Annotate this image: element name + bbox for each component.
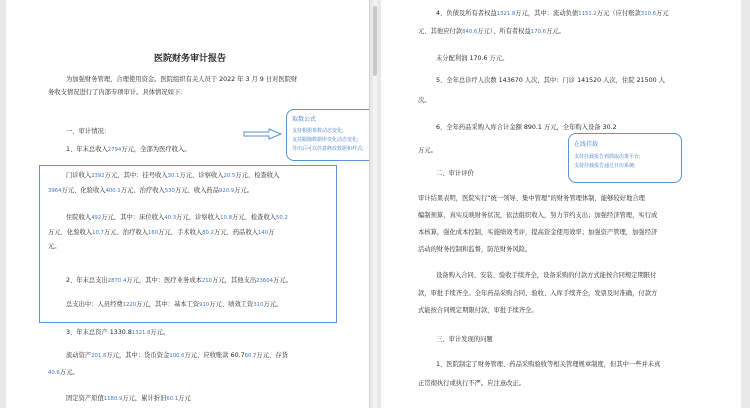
formula-value: 2392: [91, 173, 105, 179]
formula-value: 3964: [48, 188, 62, 194]
formula-value: 80.2: [202, 230, 214, 236]
formula-value: 1220: [122, 302, 137, 308]
total-income-line: 1、年末总收入2794万元，全部为医疗收入。: [66, 146, 191, 153]
formula-value: 50.2: [276, 215, 288, 221]
fixed-assets-line: 固定资产原值1180.9万元，累计折旧60.1万元: [66, 395, 191, 402]
report-page-2: [381, 0, 741, 408]
mount-callout-line: 支持挂载报告通过日历系统;: [574, 163, 636, 169]
intro-line-2: 务收支情况进行了内部专项审计。具体情况如下：: [48, 89, 187, 96]
liabilities-line-1: 4、负债及所有者权益1321.8万元，其中：流动负债1151.2万元（应付账款310.6万元: [436, 10, 669, 17]
staff-cost-line: 总支出中：人员经费1220万元，其中：基本工资910万元、绩效工资310万元。: [66, 301, 283, 308]
formula-value: 840.6: [462, 29, 478, 35]
arrow-right-icon: [243, 128, 283, 140]
formula-value: 1321.8: [496, 11, 516, 17]
formula-value: 920.9: [219, 188, 235, 194]
section-evaluation: 二、审计评价: [436, 170, 474, 177]
findings-line-2: 正贯彻执行或执行不严。应注意改正。: [418, 380, 526, 387]
equipment-line-2: 款，审批手续齐全。全年药品采购合同、验收、入库手续齐全，发票及时准确，付款方: [418, 290, 658, 297]
formula-value: 1151.2: [578, 11, 597, 17]
evaluation-line-1: 审计结果表明，医院实行“统一领导、集中管理”的财务管理体制，能够较好地合理: [418, 195, 645, 202]
intro-line-1: 为加强财务管理，合理使用资金。医院组织有关人员于 2022 年 3 月 9 日对医院财: [66, 76, 298, 83]
formula-value: 910: [199, 302, 210, 308]
formula-value: 400.1: [105, 188, 121, 194]
undistributed-profit-line: 未分配利润 170.6 万元。: [436, 55, 509, 62]
formula-value: 10.7: [92, 230, 104, 236]
visits-line-1: 5、全年总诊疗人次数 143670 人次，其中：门诊 141520 人次，住院 21500 人: [436, 77, 665, 84]
formula-value: 2794: [107, 147, 122, 153]
purchase-line-2: 万元。: [418, 147, 437, 154]
equipment-line-1: 设备购入合同、安装、验收手续齐全，设备采购的付款方式能按合同规定期限付: [436, 272, 657, 279]
current-assets-line-2: 40.6万元。: [48, 369, 79, 376]
inpatient-line-3: 元。: [48, 243, 61, 250]
formula-value: 60.1: [166, 396, 179, 402]
formula-value: 40.6: [48, 370, 60, 376]
liabilities-line-2: 元、其他应付款840.6万元）、所有者权益170.6万元。: [418, 28, 565, 35]
formula-value: 530: [164, 188, 175, 194]
evaluation-line-4: 活动的财务控制和监督，防范财务风险。: [418, 246, 532, 253]
mount-callout: [568, 133, 682, 183]
section-findings: 三、审计发现的问题: [436, 336, 493, 343]
formula-value: 60.7: [244, 353, 257, 359]
inpatient-line-1: 住院收入492万元，其中：床位收入40.3万元、诊察收入10.8万元、检查收入50.2: [66, 214, 288, 221]
scrollbar-thumb[interactable]: [373, 6, 377, 76]
visits-line-2: 次。: [418, 97, 431, 104]
formula-value: 310.6: [640, 11, 656, 17]
formula-value: 23604: [256, 278, 273, 284]
outpatient-line-2: 3964万元、化验收入400.1万元、治疗收入530万元、收入药品920.9万元。: [48, 187, 254, 194]
findings-line-1: 1、医院制定了财务管理、药品采购验收等相关管理规章制度，但其中一些并未真: [436, 361, 661, 368]
total-assets-line: 3、年末总资产 1330.81321.8万元。: [66, 329, 170, 336]
mount-callout-title: 在线挂载: [574, 141, 599, 148]
current-assets-line: 流动资产201.8万元，其中：货币资金100.6万元、应收账款 60.760.7万元、存货: [66, 352, 288, 359]
report-page-1: [6, 0, 370, 408]
formula-callout-line: 支持跟随数据库变化动态变化;: [292, 137, 359, 143]
formula-value: 1180.9: [103, 396, 123, 402]
formula-value: 140: [258, 230, 269, 236]
formula-value: 170.6: [530, 29, 546, 35]
formula-value: 100.6: [169, 353, 185, 359]
formula-value: 20.5: [223, 173, 236, 179]
section-audit-status: 一、审计情况：: [66, 128, 111, 135]
formula-value: 310: [253, 302, 264, 308]
formula-value: 30.1: [167, 173, 180, 179]
formula-value: 160: [147, 230, 159, 236]
formula-value: 2870.4: [107, 278, 127, 284]
formula-value: 10.8: [220, 215, 232, 221]
formula-callout-line: 支持根据参数动态变化;: [292, 128, 344, 134]
formula-value: 1321.8: [131, 330, 151, 336]
equipment-line-3: 式能按合同规定期限付款，审批手续齐全。: [418, 307, 538, 314]
purchase-line-1: 6、全年药品采购入库合计金额 890.1 万元，全年购入设备 30.2: [436, 124, 617, 131]
mount-callout-line: 支持挂载报告到抓取决策平台;: [574, 154, 641, 160]
formula-value: 492: [91, 215, 102, 221]
formula-callout-line: 导出后可以任意修改数据和样式;: [292, 146, 364, 152]
formula-value: 210: [201, 278, 213, 284]
formula-callout: [286, 109, 370, 161]
outpatient-line-1: 门诊收入2392万元，其中：挂号收入30.1万元、诊察收入20.5万元、检查收入: [66, 172, 280, 179]
evaluation-line-2: 编制预算，真实反映财务状况，依法组织收入，努力节约支出；加强经济管理，实行成: [418, 212, 658, 219]
formula-value: 40.3: [164, 215, 177, 221]
inpatient-line-2: 万元、化验收入10.7万元、治疗收入160万元、手术收入80.2万元、药品收入140万: [48, 229, 275, 236]
formula-value: 201.8: [91, 353, 107, 359]
formula-callout-title: 取数公式: [292, 116, 317, 123]
evaluation-line-3: 本核算，强化成本控制，实施绩效考评，提高资金使用效率；加强资产管理，加强经济: [418, 229, 658, 236]
total-expense-line: 2、年末总支出2870.4万元，其中：医疗业务成本210万元，其他支出23604万元。: [66, 277, 292, 284]
report-title: 医院财务审计报告: [154, 54, 227, 64]
